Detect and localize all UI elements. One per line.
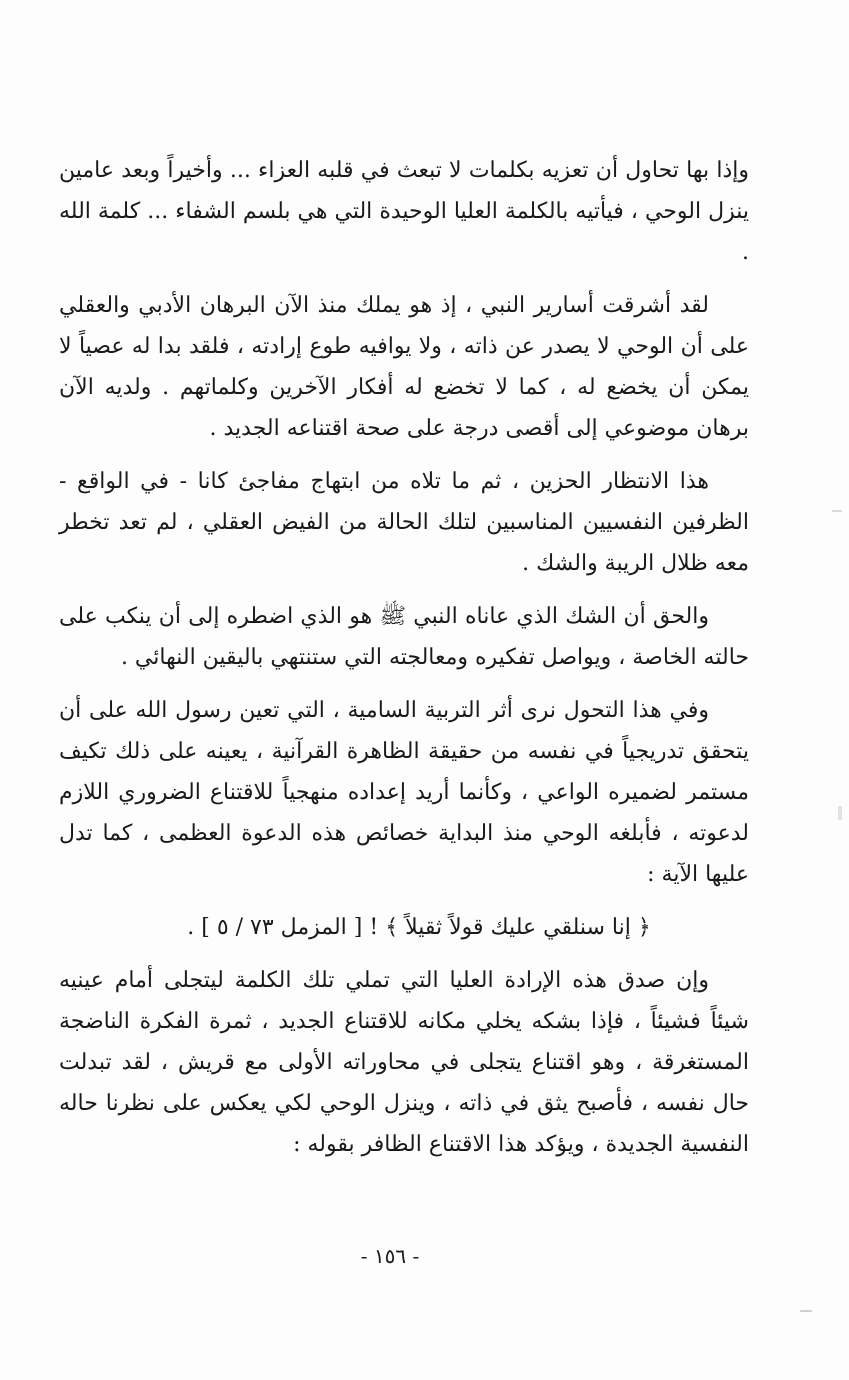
- page-body: [59, 150, 749, 1177]
- paragraph-6: وإن صدق هذه الإرادة العليا التي تملي تلك الكلمة ليتجلى أمام عينيه شيئاً فشيئاً ، فإذا بشكه يخلي مكانه للاقتناع الجديد ، ثمرة الفكرة الناضجة المستغرقة ، وهو اقتناع يتجلى في محاوراته الأولى مع قريش ، لقد تبدلت حال نفسه ، فأصبح يثق في ذاته ، وينزل الوحي لكي يعكس على نظرنا حاله النفسية الجديدة ، ويؤكد هذا الاقتناع الظافر بقوله :: [59, 968, 749, 1157]
- quran-verse: ﴿ إنا سنلقي عليك قولاً ثقيلاً ﴾ ! [ المزمل ٧٣ / ٥ ] .: [187, 915, 651, 940]
- paragraph-3: هذا الانتظار الحزين ، ثم ما تلاه من ابتهاج مفاجئ كانا - في الواقع - الظرفين النفسيين المناسبين لتلك الحالة من الفيض العقلي ، لم تعد تخطر معه ظلال الريبة والشك .: [59, 469, 749, 576]
- paragraph-4: والحق أن الشك الذي عاناه النبي ﷺ هو الذي اضطره إلى أن ينكب على حالته الخاصة ، ويواصل تفكيره ومعالجته التي ستنتهي باليقين النهائي .: [59, 604, 749, 670]
- paragraph-2: لقد أشرقت أسارير النبي ، إذ هو يملك منذ الآن البرهان الأدبي والعقلي على أن الوحي لا يصدر عن ذاته ، ولا يوافيه طوع إرادته ، فلقد بدا له عصياً لا يمكن أن يخضع له ، كما لا تخضع له أفكار الآخرين وكلماتهم . ولديه الآن برهان موضوعي إلى أقصى درجة على صحة اقتناعه الجديد .: [59, 293, 749, 441]
- scan-speck: [838, 806, 842, 820]
- scan-speck: [800, 1310, 812, 1312]
- paragraph-1: وإذا بها تحاول أن تعزيه بكلمات لا تبعث في قلبه العزاء ... وأخيراً وبعد عامين ينزل الوحي ، فيأتيه بالكلمة العليا الوحيدة التي هي بلسم الشفاء ... كلمة الله .: [59, 158, 749, 265]
- scan-speck: [832, 510, 842, 512]
- page-number: - ١٥٦ -: [360, 1244, 420, 1268]
- paragraph-5: وفي هذا التحول نرى أثر التربية السامية ، التي تعين رسول الله على أن يتحقق تدريجياً في نفسه من حقيقة الظاهرة القرآنية ، يعينه على ذلك تكيف مستمر لضميره الواعي ، وكأنما أريد إعداده منهجياً للاقتناع الضروري اللازم لدعوته ، فأبلغه الوحي منذ البداية خصائص هذه الدعوة العظمى ، كما تدل عليها الآية :: [59, 698, 749, 887]
